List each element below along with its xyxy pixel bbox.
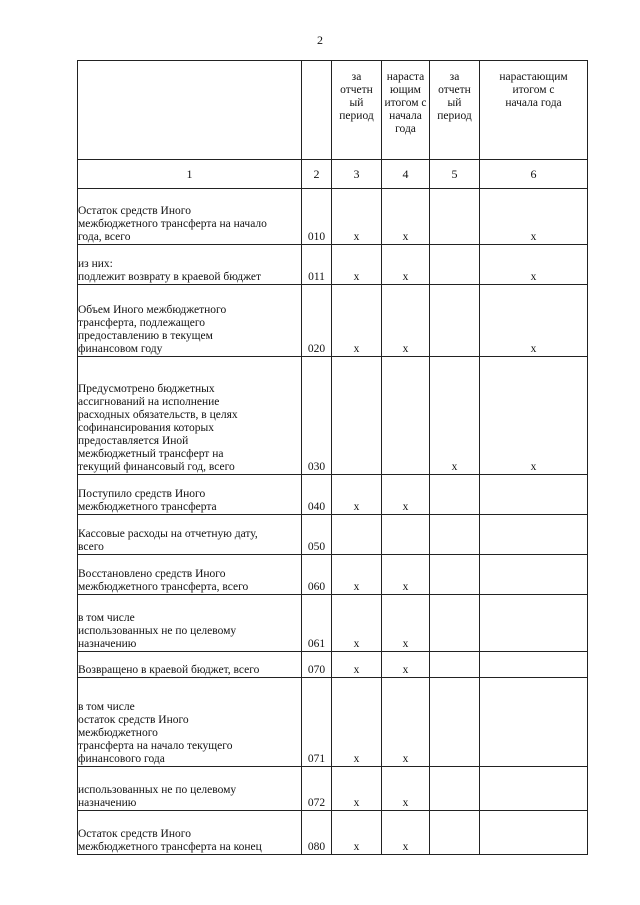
- cell-c5: [430, 189, 480, 245]
- cell-c4: x: [382, 555, 430, 595]
- row-code: 030: [302, 357, 332, 475]
- cell-c3: x: [332, 475, 382, 515]
- header-indicator: [78, 61, 302, 160]
- row-code: 060: [302, 555, 332, 595]
- cell-c4: [382, 357, 430, 475]
- row-code: 040: [302, 475, 332, 515]
- row-label: [78, 678, 302, 767]
- header-text-line: отчетн: [340, 84, 373, 96]
- row-code: 050: [302, 515, 332, 555]
- column-number: 1: [78, 160, 302, 189]
- cell-c5: [430, 245, 480, 285]
- row-label-line: межбюджетного трансферта, всего: [78, 581, 249, 593]
- row-label-line: расходных обязательств, в целях: [78, 409, 238, 421]
- row-label-line: финансового года: [78, 753, 165, 765]
- row-label: [78, 515, 302, 555]
- cell-c6: [480, 475, 588, 515]
- cell-c4: x: [382, 189, 430, 245]
- table-row: [78, 189, 588, 245]
- header-code: [302, 61, 332, 160]
- cell-c3: x: [332, 595, 382, 652]
- header-text-line: нарастающим: [499, 71, 568, 83]
- table-row: [78, 357, 588, 475]
- row-label-line: Остаток средств Иного: [78, 828, 191, 840]
- column-number: 6: [480, 160, 588, 189]
- column-number-row: [78, 160, 588, 189]
- row-label-line: остаток средств Иного: [78, 714, 189, 726]
- cell-c3: x: [332, 652, 382, 678]
- cell-c6: x: [480, 189, 588, 245]
- table-row: [78, 678, 588, 767]
- table-row: [78, 652, 588, 678]
- row-code: 072: [302, 767, 332, 811]
- row-code: 011: [302, 245, 332, 285]
- row-label-line: софинансирования которых: [78, 422, 214, 434]
- cell-c6: [480, 678, 588, 767]
- header-reporting-period-2: [430, 61, 480, 160]
- header-text-line: ый: [349, 97, 364, 109]
- header-reporting-period-1: [332, 61, 382, 160]
- header-text-line: период: [437, 110, 472, 122]
- header-text-line: начала года: [505, 97, 562, 109]
- cell-c4: [382, 515, 430, 555]
- cell-c6: x: [480, 245, 588, 285]
- row-label-line: трансферта на начало текущего: [78, 740, 233, 752]
- cell-c6: [480, 652, 588, 678]
- row-label-line: в том числе: [78, 612, 135, 624]
- row-label-line: межбюджетного трансферта на начало: [78, 218, 267, 230]
- cell-c5: [430, 285, 480, 357]
- header-text-line: начала: [389, 110, 422, 122]
- row-label: [78, 811, 302, 855]
- row-code: 061: [302, 595, 332, 652]
- row-label-line: межбюджетного: [78, 727, 158, 739]
- header-text-line: нараста: [386, 71, 425, 83]
- cell-c4: x: [382, 595, 430, 652]
- row-code: 071: [302, 678, 332, 767]
- row-label-line: всего: [78, 541, 104, 553]
- row-label-line: Кассовые расходы на отчетную дату,: [78, 528, 258, 540]
- cell-c6: x: [480, 285, 588, 357]
- cell-c3: [332, 515, 382, 555]
- cell-c5: x: [430, 357, 480, 475]
- row-label-line: финансовом году: [78, 343, 163, 355]
- row-label-line: межбюджетный трансферт на: [78, 448, 224, 460]
- header-text-line: за: [449, 71, 460, 83]
- page-number: 2: [317, 33, 323, 47]
- row-label-line: межбюджетного трансферта: [78, 501, 217, 513]
- row-label-line: из них:: [78, 258, 113, 270]
- row-label-line: назначению: [78, 638, 137, 650]
- row-label-line: использованных не по целевому: [78, 625, 237, 637]
- row-code: 070: [302, 652, 332, 678]
- cell-c6: [480, 811, 588, 855]
- cell-c4: x: [382, 811, 430, 855]
- row-code: 080: [302, 811, 332, 855]
- cell-c5: [430, 555, 480, 595]
- cell-c6: [480, 767, 588, 811]
- cell-c6: [480, 555, 588, 595]
- cell-c3: x: [332, 767, 382, 811]
- column-number: 4: [382, 160, 430, 189]
- row-label-line: Поступило средств Иного: [78, 488, 206, 500]
- row-label-line: Остаток средств Иного: [78, 205, 191, 217]
- cell-c6: [480, 595, 588, 652]
- row-label: [78, 555, 302, 595]
- table-row: [78, 285, 588, 357]
- row-label-line: назначению: [78, 797, 137, 809]
- report-table: [77, 60, 588, 855]
- cell-c4: x: [382, 475, 430, 515]
- row-label: [78, 357, 302, 475]
- column-number: 5: [430, 160, 480, 189]
- row-label-line: ассигнований на исполнение: [78, 396, 220, 408]
- cell-c5: [430, 595, 480, 652]
- row-label-line: подлежит возврату в краевой бюджет: [78, 271, 262, 283]
- row-label-line: года, всего: [78, 231, 131, 243]
- cell-c5: [430, 811, 480, 855]
- cell-c4: x: [382, 652, 430, 678]
- row-label-line: Объем Иного межбюджетного: [78, 304, 227, 316]
- column-number: 3: [332, 160, 382, 189]
- table-row: [78, 555, 588, 595]
- header-cumulative-2: [480, 61, 588, 160]
- row-code: 010: [302, 189, 332, 245]
- table-header-row: [78, 61, 588, 160]
- table-row: [78, 515, 588, 555]
- cell-c3: x: [332, 555, 382, 595]
- header-text-line: года: [395, 123, 416, 135]
- row-code: 020: [302, 285, 332, 357]
- header-text-line: отчетн: [438, 84, 471, 96]
- table-row: [78, 475, 588, 515]
- cell-c4: x: [382, 767, 430, 811]
- cell-c5: [430, 515, 480, 555]
- table-row: [78, 245, 588, 285]
- table-body: [78, 189, 588, 855]
- cell-c4: x: [382, 245, 430, 285]
- cell-c6: [480, 515, 588, 555]
- row-label: [78, 285, 302, 357]
- row-label-line: межбюджетного трансферта на конец: [78, 841, 262, 853]
- header-text-line: период: [339, 110, 374, 122]
- cell-c3: x: [332, 811, 382, 855]
- header-cumulative-1: [382, 61, 430, 160]
- header-text-line: за: [351, 71, 362, 83]
- row-label-line: использованных не по целевому: [78, 784, 237, 796]
- row-label: [78, 652, 302, 678]
- column-number: 2: [302, 160, 332, 189]
- cell-c3: x: [332, 245, 382, 285]
- row-label-line: Предусмотрено бюджетных: [78, 383, 215, 395]
- cell-c5: [430, 652, 480, 678]
- header-text-line: ющим: [390, 84, 421, 96]
- row-label: [78, 189, 302, 245]
- row-label-line: Восстановлено средств Иного: [78, 568, 226, 580]
- cell-c6: x: [480, 357, 588, 475]
- table-row: [78, 811, 588, 855]
- table-row: [78, 595, 588, 652]
- cell-c5: [430, 767, 480, 811]
- row-label: [78, 595, 302, 652]
- row-label-line: трансферта, подлежащего: [78, 317, 206, 329]
- row-label: [78, 245, 302, 285]
- header-text-line: итогом с: [384, 97, 427, 109]
- row-label-line: предоставлению в текущем: [78, 330, 213, 342]
- row-label-line: текущий финансовый год, всего: [78, 461, 235, 473]
- cell-c4: x: [382, 678, 430, 767]
- table-row: [78, 767, 588, 811]
- header-text-line: ый: [447, 97, 462, 109]
- cell-c3: [332, 357, 382, 475]
- cell-c4: x: [382, 285, 430, 357]
- row-label-line: Возвращено в краевой бюджет, всего: [78, 664, 260, 676]
- cell-c3: x: [332, 678, 382, 767]
- row-label: [78, 475, 302, 515]
- row-label-line: в том числе: [78, 701, 135, 713]
- cell-c5: [430, 475, 480, 515]
- cell-c3: x: [332, 285, 382, 357]
- row-label-line: предоставляется Иной: [78, 435, 189, 447]
- row-label: [78, 767, 302, 811]
- header-text-line: итогом с: [512, 84, 555, 96]
- cell-c5: [430, 678, 480, 767]
- cell-c3: x: [332, 189, 382, 245]
